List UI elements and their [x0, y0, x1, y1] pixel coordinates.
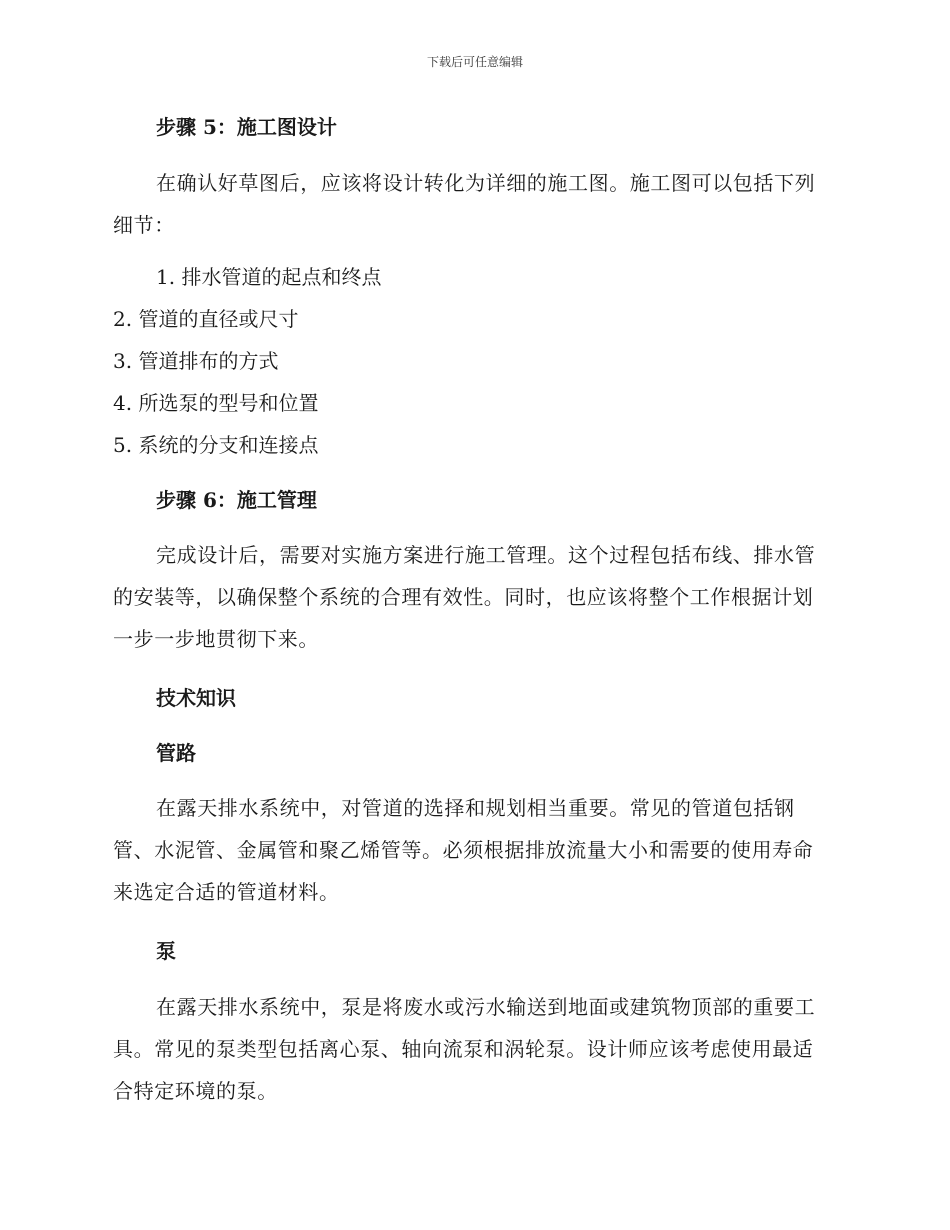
- list-item: 4. 所选泵的型号和位置: [113, 391, 319, 415]
- document-body: [113, 106, 831, 1112]
- step6-body: 完成设计后，需要对实施方案进行施工管理。这个过程包括布线、排水管的安装等，以确保整个系统的合理有效性。同时，也应该将整个工作根据计划一步一步地贯彻下来。: [113, 543, 816, 651]
- pump-heading: 泵: [156, 939, 176, 963]
- pipes-heading: 管路: [156, 741, 196, 765]
- pump-body: 在露天排水系统中，泵是将废水或污水输送到地面或建筑物顶部的重要工具。常见的泵类型包括离心泵、轴向流泵和涡轮泵。设计师应该考虑使用最适合特定环境的泵。: [113, 995, 816, 1103]
- list-item: 2. 管道的直径或尺寸: [113, 307, 299, 331]
- page-header: 下载后可任意编辑: [426, 55, 523, 69]
- list-item: 1. 排水管道的起点和终点: [156, 265, 382, 289]
- list-item: 5. 系统的分支和连接点: [113, 433, 319, 457]
- tech-heading: 技术知识: [156, 686, 236, 710]
- list-item: 3. 管道排布的方式: [113, 349, 279, 373]
- step5-list: [113, 256, 831, 466]
- pipes-body: 在露天排水系统中，对管道的选择和规划相当重要。常见的管道包括钢管、水泥管、金属管和聚乙烯管等。必须根据排放流量大小和需要的使用寿命来选定合适的管道材料。: [113, 796, 814, 904]
- step5-intro: 在确认好草图后，应该将设计转化为详细的施工图。施工图可以包括下列细节：: [113, 171, 816, 237]
- step6-heading: 步骤 6：施工管理: [156, 488, 317, 512]
- step5-heading: 步骤 5：施工图设计: [156, 115, 337, 139]
